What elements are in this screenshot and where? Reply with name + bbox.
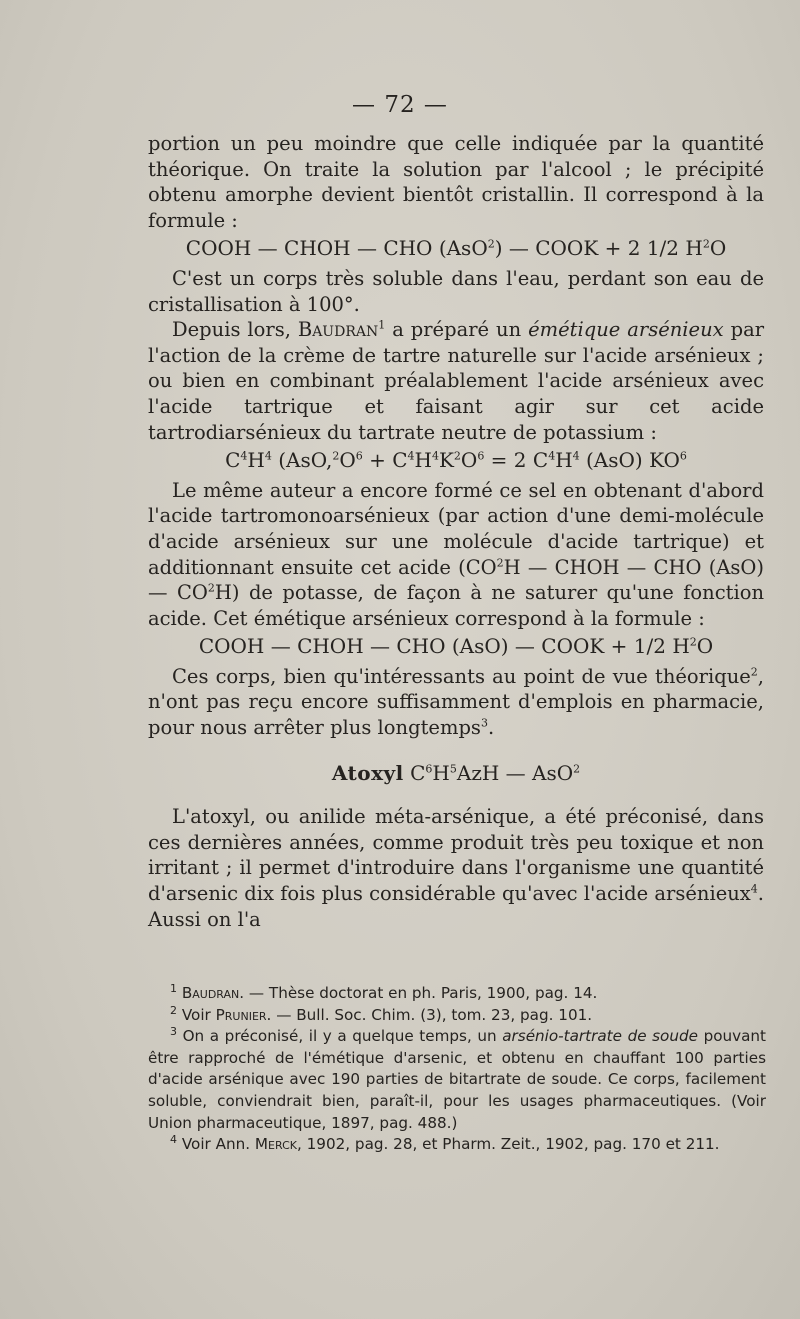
footnote-ref[interactable]: 3 <box>480 716 488 730</box>
footnote-2: $^2$ Voir Prunier. — Bull. Soc. Chim. (3), tom. 23, pag. 101. <box>170 1003 593 1024</box>
author-name: Baudran <box>297 318 379 342</box>
footnote-1: $^1$ Baudran. — Thèse doctorat en ph. Paris, 1900, pag. 14. <box>170 981 598 1002</box>
formula-3: COOH — CHOH — CHO (AsO) — COOK + 1/2 $H^2O$ <box>198 634 714 659</box>
formula-1: COOH — CHOH — CHO (AsO$^2$) — COOK + 2 1/2 $H^2O$ <box>185 236 727 261</box>
formula-2: $C^4H^4$ ($AsO,^2O^6 + C^4H^4K^2O^6 = 2$ $C^4H^4$ (AsO) $KO^6$ <box>225 448 687 473</box>
footnote-3: $^3$ On a préconisé, il y a quelque temps, un arsénio-tartrate de soude pouvant être rapproché de l'émétique d'arsenic, et obtenu en chauffant 100 parties d'acide arsénique avec 190 parties de bitartrate de soude. Ce corps, facilement soluble, conviendrait bien, paraît-il, pour les usages pharmaceutiques. (Voir Union pharmaceutique, 1897, pag. 488.) <box>148 1025 766 1132</box>
paragraph-2: C'est un corps très soluble dans l'eau, perdant son eau de cristallisation à 100°. <box>148 266 764 316</box>
main-text <box>148 131 764 932</box>
footnote-ref[interactable]: 1 <box>378 318 386 332</box>
paragraph-4: Le même auteur a encore formé ce sel en obtenant d'abord l'acide tartromonoarsénieux (par action d'une demi-molécule d'acide arsénieux sur une molécule d'acide tartrique) et additionnant ensuite cet acide ($CO^2H$ — CHOH — CHO (AsO) — $CO^2H$) de potasse, de façon à ne saturer qu'une fonction acide. Cet émétique arsénieux correspond à la formule : <box>148 478 765 630</box>
footnotes <box>148 983 766 1156</box>
page-number: — 72 — <box>352 92 448 118</box>
section-heading-atoxyl: Atoxyl $C^6H^5AzH$ — AsO$^2$ <box>331 760 581 785</box>
footnote-ref[interactable]: 2 <box>750 665 758 679</box>
footnote-4: $^4$ Voir Ann. Merck, 1902, pag. 28, et Pharm. Zeit., 1902, pag. 170 et 211. <box>170 1133 720 1154</box>
footnote-ref[interactable]: 4 <box>750 882 758 896</box>
paragraph-3: Depuis lors, Baudran$^1$ a préparé un émétique arsénieux par l'action de la crème de tartre naturelle sur l'acide arsénieux ; ou bien en combinant préalablement l'acide arsénieux avec l'acide tartrique et faisant agir sur cet acide tartrodiarsénieux du tartrate neutre de potassium : <box>148 318 765 444</box>
paragraph-1: portion un peu moindre que celle indiquée par la quantité théorique. On traite la solution par l'alcool ; le précipité obtenu amorphe devient bientôt cristallin. Il correspond à la formule : <box>148 132 764 232</box>
paragraph-6: L'atoxyl, ou anilide méta-arsénique, a été préconisé, dans ces dernières années, comme produit très peu toxique et non irritant ; il permet d'introduire dans l'organisme une quantité d'arsenic dix fois plus considérable qu'avec l'acide arsénieux$^4$. Aussi on l'a <box>148 805 764 931</box>
paragraph-5: Ces corps, bien qu'intéressants au point de vue théorique$^2$, n'ont pas reçu encore suffisamment d'emplois en pharmacie, pour nous arrêter plus longtemps$^3$. <box>148 664 764 740</box>
